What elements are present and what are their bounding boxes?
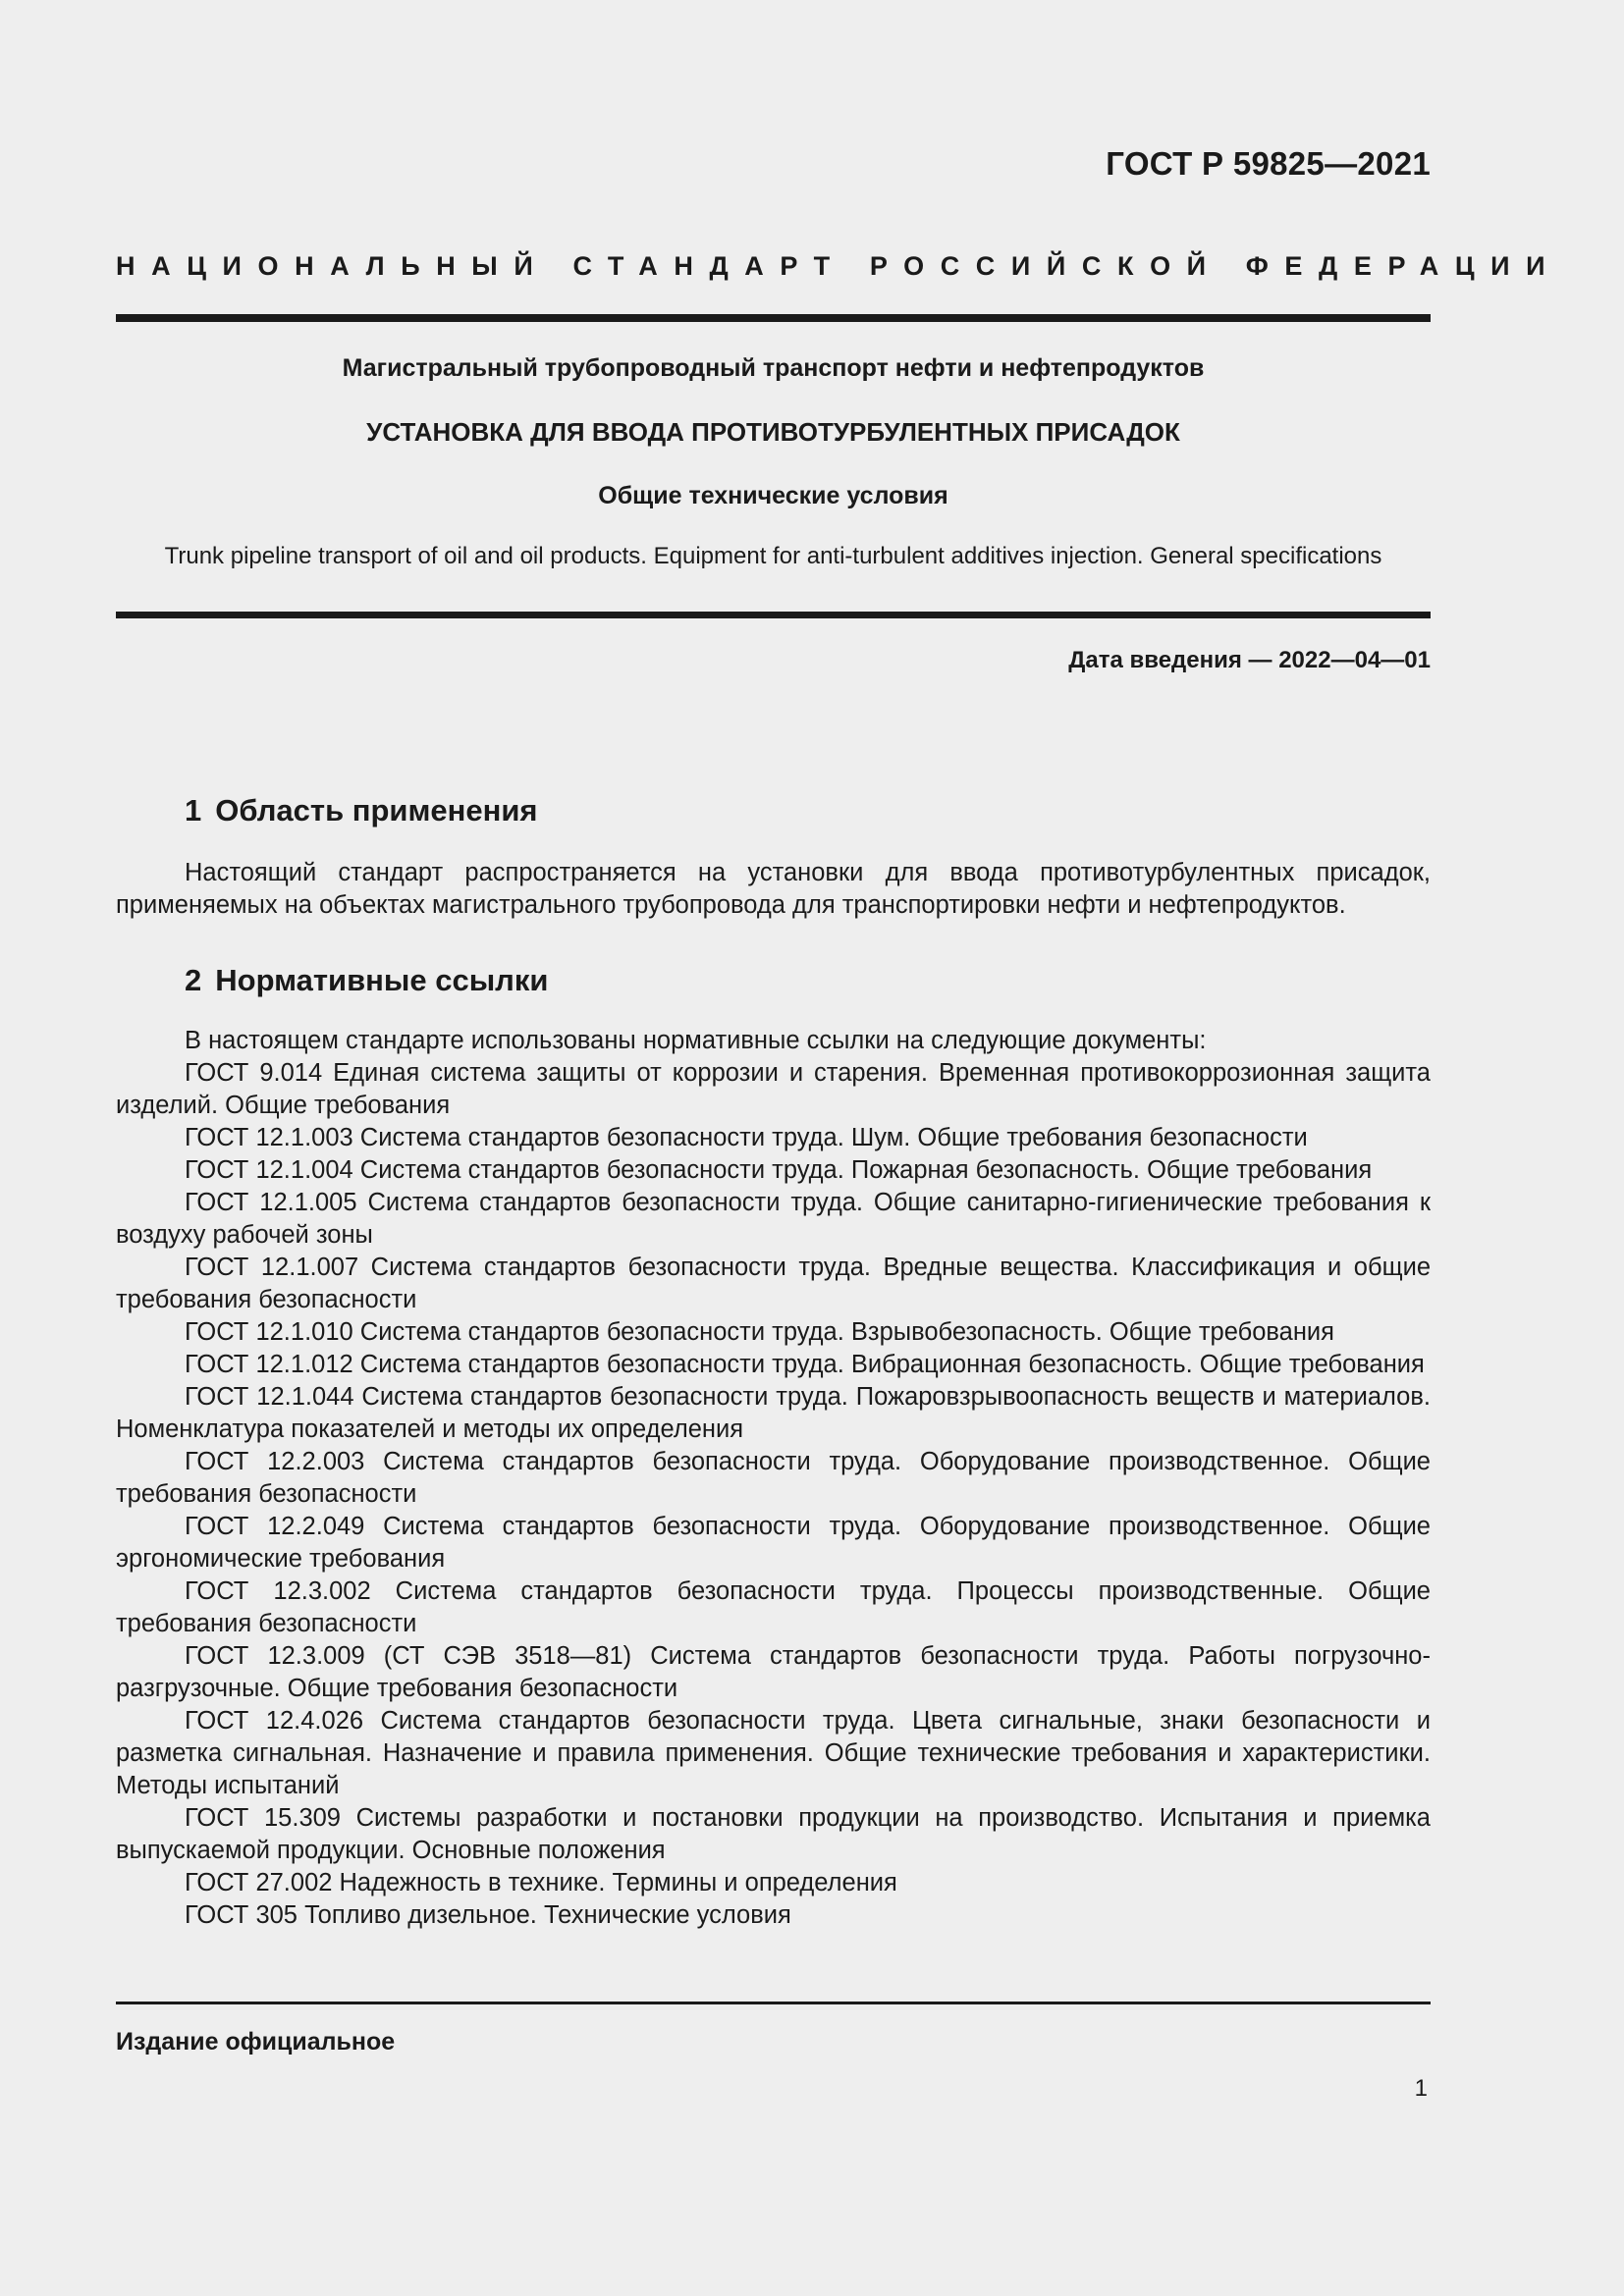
official-edition-label: Издание официальное [116, 2028, 396, 2056]
national-standard-heading: НАЦИОНАЛЬНЫЙ СТАНДАРТ РОССИЙСКОЙ ФЕДЕРАЦИИ [116, 251, 1562, 281]
reference-item: ГОСТ 12.1.012 Система стандартов безопасности труда. Вибрационная безопасность. Общие требования [185, 1351, 1425, 1378]
paragraph: В настоящем стандарте использованы нормативные ссылки на следующие документы: [185, 1027, 1207, 1054]
reference-item: ГОСТ 12.2.049 Система стандартов безопасности труда. Оборудование производственное. Общие эргономические требования [116, 1513, 1431, 1573]
reference-item: ГОСТ 12.1.003 Система стандартов безопасности труда. Шум. Общие требования безопасности [185, 1124, 1308, 1151]
section-2-body [116, 1025, 1431, 1932]
reference-item: ГОСТ 12.1.010 Система стандартов безопасности труда. Взрывобезопасность. Общие требования [185, 1318, 1334, 1346]
reference-item: ГОСТ 12.1.005 Система стандартов безопасности труда. Общие санитарно-гигиенические требования к воздуху рабочей зоны [116, 1189, 1431, 1249]
document-kind: Общие технические условия [598, 482, 948, 509]
reference-item: ГОСТ 27.002 Надежность в технике. Термины и определения [185, 1869, 897, 1896]
reference-item: ГОСТ 12.3.009 (СТ СЭВ 3518—81) Система стандартов безопасности труда. Работы погрузочно-разгрузочные. Общие требования безопасности [116, 1642, 1431, 1702]
page-number: 1 [1414, 2075, 1428, 2102]
section-1-heading [185, 793, 538, 828]
section-1-title: Область применения [215, 793, 538, 828]
reference-item: ГОСТ 12.3.002 Система стандартов безопасности труда. Процессы производственные. Общие требования безопасности [116, 1577, 1431, 1637]
section-2-heading [185, 963, 548, 998]
reference-item: ГОСТ 12.1.004 Система стандартов безопасности труда. Пожарная безопасность. Общие требования [185, 1156, 1373, 1184]
document-subtitle: Магистральный трубопроводный транспорт нефти и нефтепродуктов [342, 354, 1205, 382]
reference-item: ГОСТ 12.1.044 Система стандартов безопасности труда. Пожаровзрывоопасность веществ и материалов. Номенклатура показателей и методы их определения [116, 1383, 1431, 1443]
top-rule [116, 314, 1431, 322]
reference-item: ГОСТ 12.4.026 Система стандартов безопасности труда. Цвета сигнальные, знаки безопасности и разметка сигнальная. Назначение и правила применения. Общие технические требования и характеристики. Методы испытаний [116, 1707, 1431, 1799]
section-1-body [116, 857, 1431, 922]
reference-item: ГОСТ 9.014 Единая система защиты от коррозии и старения. Временная противокоррозионная защита изделий. Общие требования [116, 1059, 1431, 1119]
footer-rule [116, 2002, 1431, 2004]
section-2-number: 2 [185, 963, 202, 997]
reference-item: ГОСТ 12.1.007 Система стандартов безопасности труда. Вредные вещества. Классификация и общие требования безопасности [116, 1254, 1431, 1313]
section-2-title: Нормативные ссылки [215, 963, 549, 997]
document-title: УСТАНОВКА ДЛЯ ВВОДА ПРОТИВОТУРБУЛЕНТНЫХ ПРИСАДОК [366, 417, 1180, 447]
title-bottom-rule [116, 612, 1431, 618]
section-1-number: 1 [185, 793, 202, 828]
paragraph: Настоящий стандарт распространяется на установки для ввода противотурбулентных присадок, применяемых на объектах магистрального трубопровода для транспортировки нефти и нефтепродуктов. [116, 859, 1431, 919]
english-title: Trunk pipeline transport of oil and oil products. Equipment for anti-turbulent additives injection. General specifications [164, 543, 1382, 569]
document-number: ГОСТ Р 59825—2021 [1106, 145, 1431, 182]
introduction-date: Дата введения — 2022—04—01 [1068, 647, 1431, 673]
reference-item: ГОСТ 12.2.003 Система стандартов безопасности труда. Оборудование производственное. Общие требования безопасности [116, 1448, 1431, 1508]
reference-item: ГОСТ 15.309 Системы разработки и постановки продукции на производство. Испытания и приемка выпускаемой продукции. Основные положения [116, 1804, 1431, 1864]
reference-item: ГОСТ 305 Топливо дизельное. Технические условия [185, 1901, 791, 1929]
